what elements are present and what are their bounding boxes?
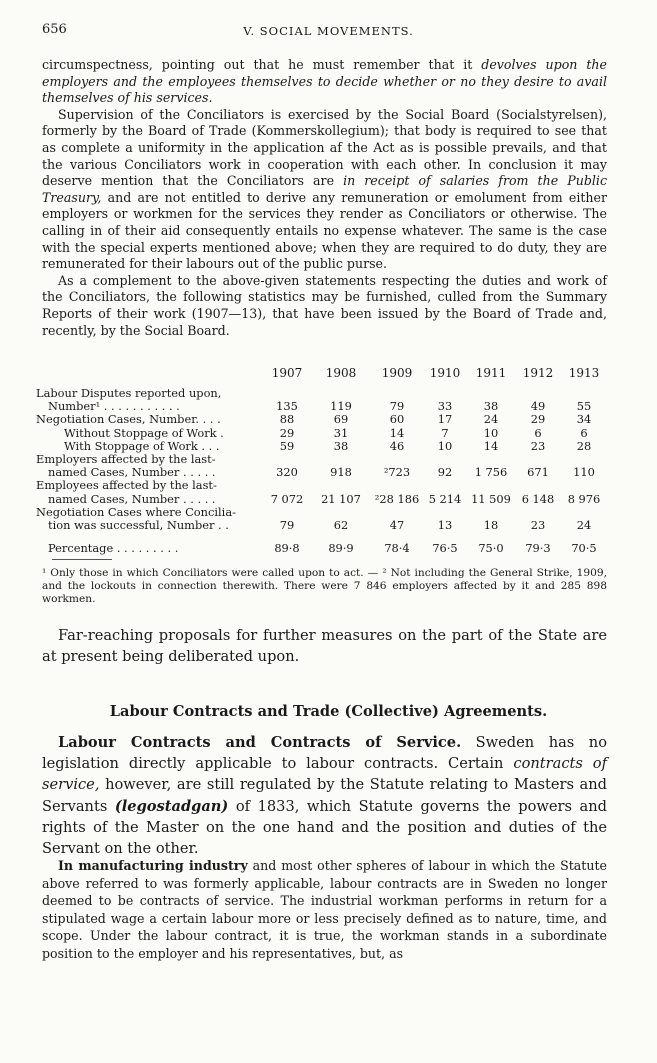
- table-cell: 11 509: [471, 491, 511, 506]
- table-row: [36, 387, 608, 413]
- table-cell: 7: [441, 425, 449, 440]
- table-cell: 47: [389, 518, 405, 533]
- table-cell: 23: [530, 518, 546, 533]
- table-cell: 671: [527, 465, 549, 480]
- year-header: 1913: [568, 366, 600, 380]
- table-cell: 119: [330, 399, 352, 414]
- table-cell: 6 148: [521, 491, 555, 506]
- table-cell: 24: [576, 518, 592, 533]
- table-cell: 79·3: [525, 541, 551, 556]
- table-cell: 60: [389, 412, 405, 427]
- table-cell: 92: [437, 465, 453, 480]
- year-header: 1910: [429, 366, 461, 380]
- table-cell: 7 072: [270, 491, 304, 506]
- year-header: 1909: [381, 366, 413, 380]
- year-header: 1907: [271, 366, 303, 380]
- table-cell: 135: [276, 399, 298, 414]
- row-label: Negotiation Cases where Concilia- tion was successful, Number . .: [36, 504, 236, 533]
- table-cell: 76·5: [432, 541, 458, 556]
- table-cell: 14: [389, 425, 405, 440]
- table-cell: ²723: [383, 465, 411, 480]
- table-cell: 78·4: [384, 541, 410, 556]
- footnote: ¹ Only those in which Conciliators were called upon to act. — ² Not including the General Strike, 1909, and the lockouts in connection therewith. There were 7 846 employers affected by it and 285 898 workmen.: [42, 567, 607, 606]
- table-cell: 59: [279, 438, 295, 453]
- table-cell: 28: [576, 438, 592, 453]
- year-header: 1912: [522, 366, 554, 380]
- row-label: Without Stoppage of Work .: [64, 425, 224, 440]
- table-cell: 6: [534, 425, 542, 440]
- table-cell: 55: [576, 399, 592, 414]
- table-cell: 18: [483, 518, 499, 533]
- table-cell: 14: [483, 438, 499, 453]
- table-row: [36, 427, 608, 440]
- table-cell: 29: [530, 412, 546, 427]
- table-row: [36, 413, 608, 426]
- table-cell: 1 756: [474, 465, 508, 480]
- table-cell: 46: [389, 438, 405, 453]
- paragraph-manufacturing: In manufacturing industry and most other spheres of labour in which the Statute above referred to was formerly applicable, labour contracts are in Sweden no longer deemed to be contracts of service. The industrial workman performs in return for a stipulated wage a certain labour more or less precisely defined as to nature, time, and scope. Under the labour contract, it is true, the workman stands in a subordinate position to the employer and his representatives, but, as: [42, 858, 607, 961]
- footnote-rule: [52, 559, 112, 560]
- page-number: 656: [42, 22, 67, 37]
- row-label: Employers affected by the last- named Cases, Number . . . . .: [36, 452, 216, 480]
- table-cell: ²28 186: [374, 491, 420, 506]
- table-cell: 49: [530, 399, 546, 414]
- running-title: V. SOCIAL MOVEMENTS.: [243, 24, 414, 38]
- table-row: [36, 532, 608, 555]
- table-cell: 38: [483, 399, 499, 414]
- table-row: [36, 506, 608, 532]
- paragraph-far-reaching: Far-reaching proposals for further measures on the part of the State are at present being deliberated upon.: [42, 627, 607, 665]
- table-cell: 69: [333, 412, 349, 427]
- row-label: Percentage . . . . . . . . .: [48, 541, 179, 556]
- table-cell: 23: [530, 438, 546, 453]
- table-cell: 89·8: [274, 541, 300, 556]
- table-cell: 88: [279, 412, 295, 427]
- table-cell: 75·0: [478, 541, 504, 556]
- section-heading: Labour Contracts and Trade (Collective) Agreements.: [109, 703, 548, 720]
- table-cell: 110: [573, 465, 595, 480]
- table-cell: 320: [276, 465, 298, 480]
- table-cell: 918: [330, 465, 352, 480]
- row-label: Employees affected by the last- named Cases, Number . . . . .: [36, 478, 217, 506]
- table-cell: 79: [279, 518, 295, 533]
- table-cell: 29: [279, 425, 295, 440]
- paragraph-circumspectness: circumspectness, pointing out that he must remember that it devolves upon the employers and the employees themselves to decide whether or no they desire to avail themselves of his services.: [42, 57, 607, 106]
- table-cell: 10: [437, 438, 453, 453]
- year-header: 1908: [325, 366, 357, 380]
- page-header: [42, 22, 615, 42]
- table-cell: 6: [580, 425, 588, 440]
- table-cell: 8 976: [567, 491, 601, 506]
- table-cell: 79: [389, 399, 405, 414]
- table-cell: 21 107: [321, 491, 361, 506]
- table-row: [36, 453, 608, 479]
- statistics-table-wrap: [36, 366, 608, 555]
- table-cell: 13: [437, 518, 453, 533]
- table-cell: 89·9: [328, 541, 354, 556]
- row-label: Labour Disputes reported upon, Number¹ . . . . . . . . . . .: [36, 386, 222, 414]
- paragraph-supervision: Supervision of the Conciliators is exercised by the Social Board (Socialstyrelsen), formerly by the Board of Trade (Kommerskollegium); that body is required to see that as complete a uniformity in the application af the Act as is possible prevails, and that the various Conciliators work in cooperation with each other. In conclusion it may deserve mention that the Conciliators are in receipt of salaries from the Public Treasury, and are not entitled to derive any remuneration or emolument from either employers or workmen for the services they render as Conciliators or otherwise. The calling in of their aid consequently entails no expense whatever. The same is the case with the special experts mentioned above; when they are required to do duty, they are remunerated for their labours out of the public purse.: [42, 106, 607, 272]
- table-cell: 33: [437, 399, 453, 414]
- table-cell: 62: [333, 518, 349, 533]
- table-cell: 10: [483, 425, 499, 440]
- table-cell: 17: [437, 412, 453, 427]
- table-cell: 70·5: [571, 541, 597, 556]
- table-cell: 24: [483, 412, 499, 427]
- table-header-row: [36, 366, 608, 387]
- paragraph-labour-contracts: Labour Contracts and Contracts of Service. Sweden has no legislation directly applicable to labour contracts. Certain contracts of service, however, are still regulated by the Statute relating to Masters and Servants (legostadgan) of 1833, which Statute governs the powers and rights of the Master on the one hand and the position and duties of the Servant on the other.: [42, 734, 607, 858]
- table-cell: 5 214: [428, 491, 462, 506]
- row-label: Negotiation Cases, Number. . . .: [36, 412, 221, 427]
- table-cell: 31: [333, 425, 349, 440]
- row-label: With Stoppage of Work . . .: [64, 438, 220, 453]
- table-row: [36, 479, 608, 505]
- table-cell: 34: [576, 412, 592, 427]
- paragraph-complement: As a complement to the above-given statements respecting the duties and work of the Conciliators, the following statistics may be furnished, culled from the Summary Reports of their work (1907—13), that have been issued by the Board of Trade and, recently, by the Social Board.: [42, 272, 607, 338]
- statistics-table: [36, 366, 608, 555]
- body-text-top: [42, 57, 607, 339]
- year-header: 1911: [475, 366, 507, 380]
- table-cell: 38: [333, 438, 349, 453]
